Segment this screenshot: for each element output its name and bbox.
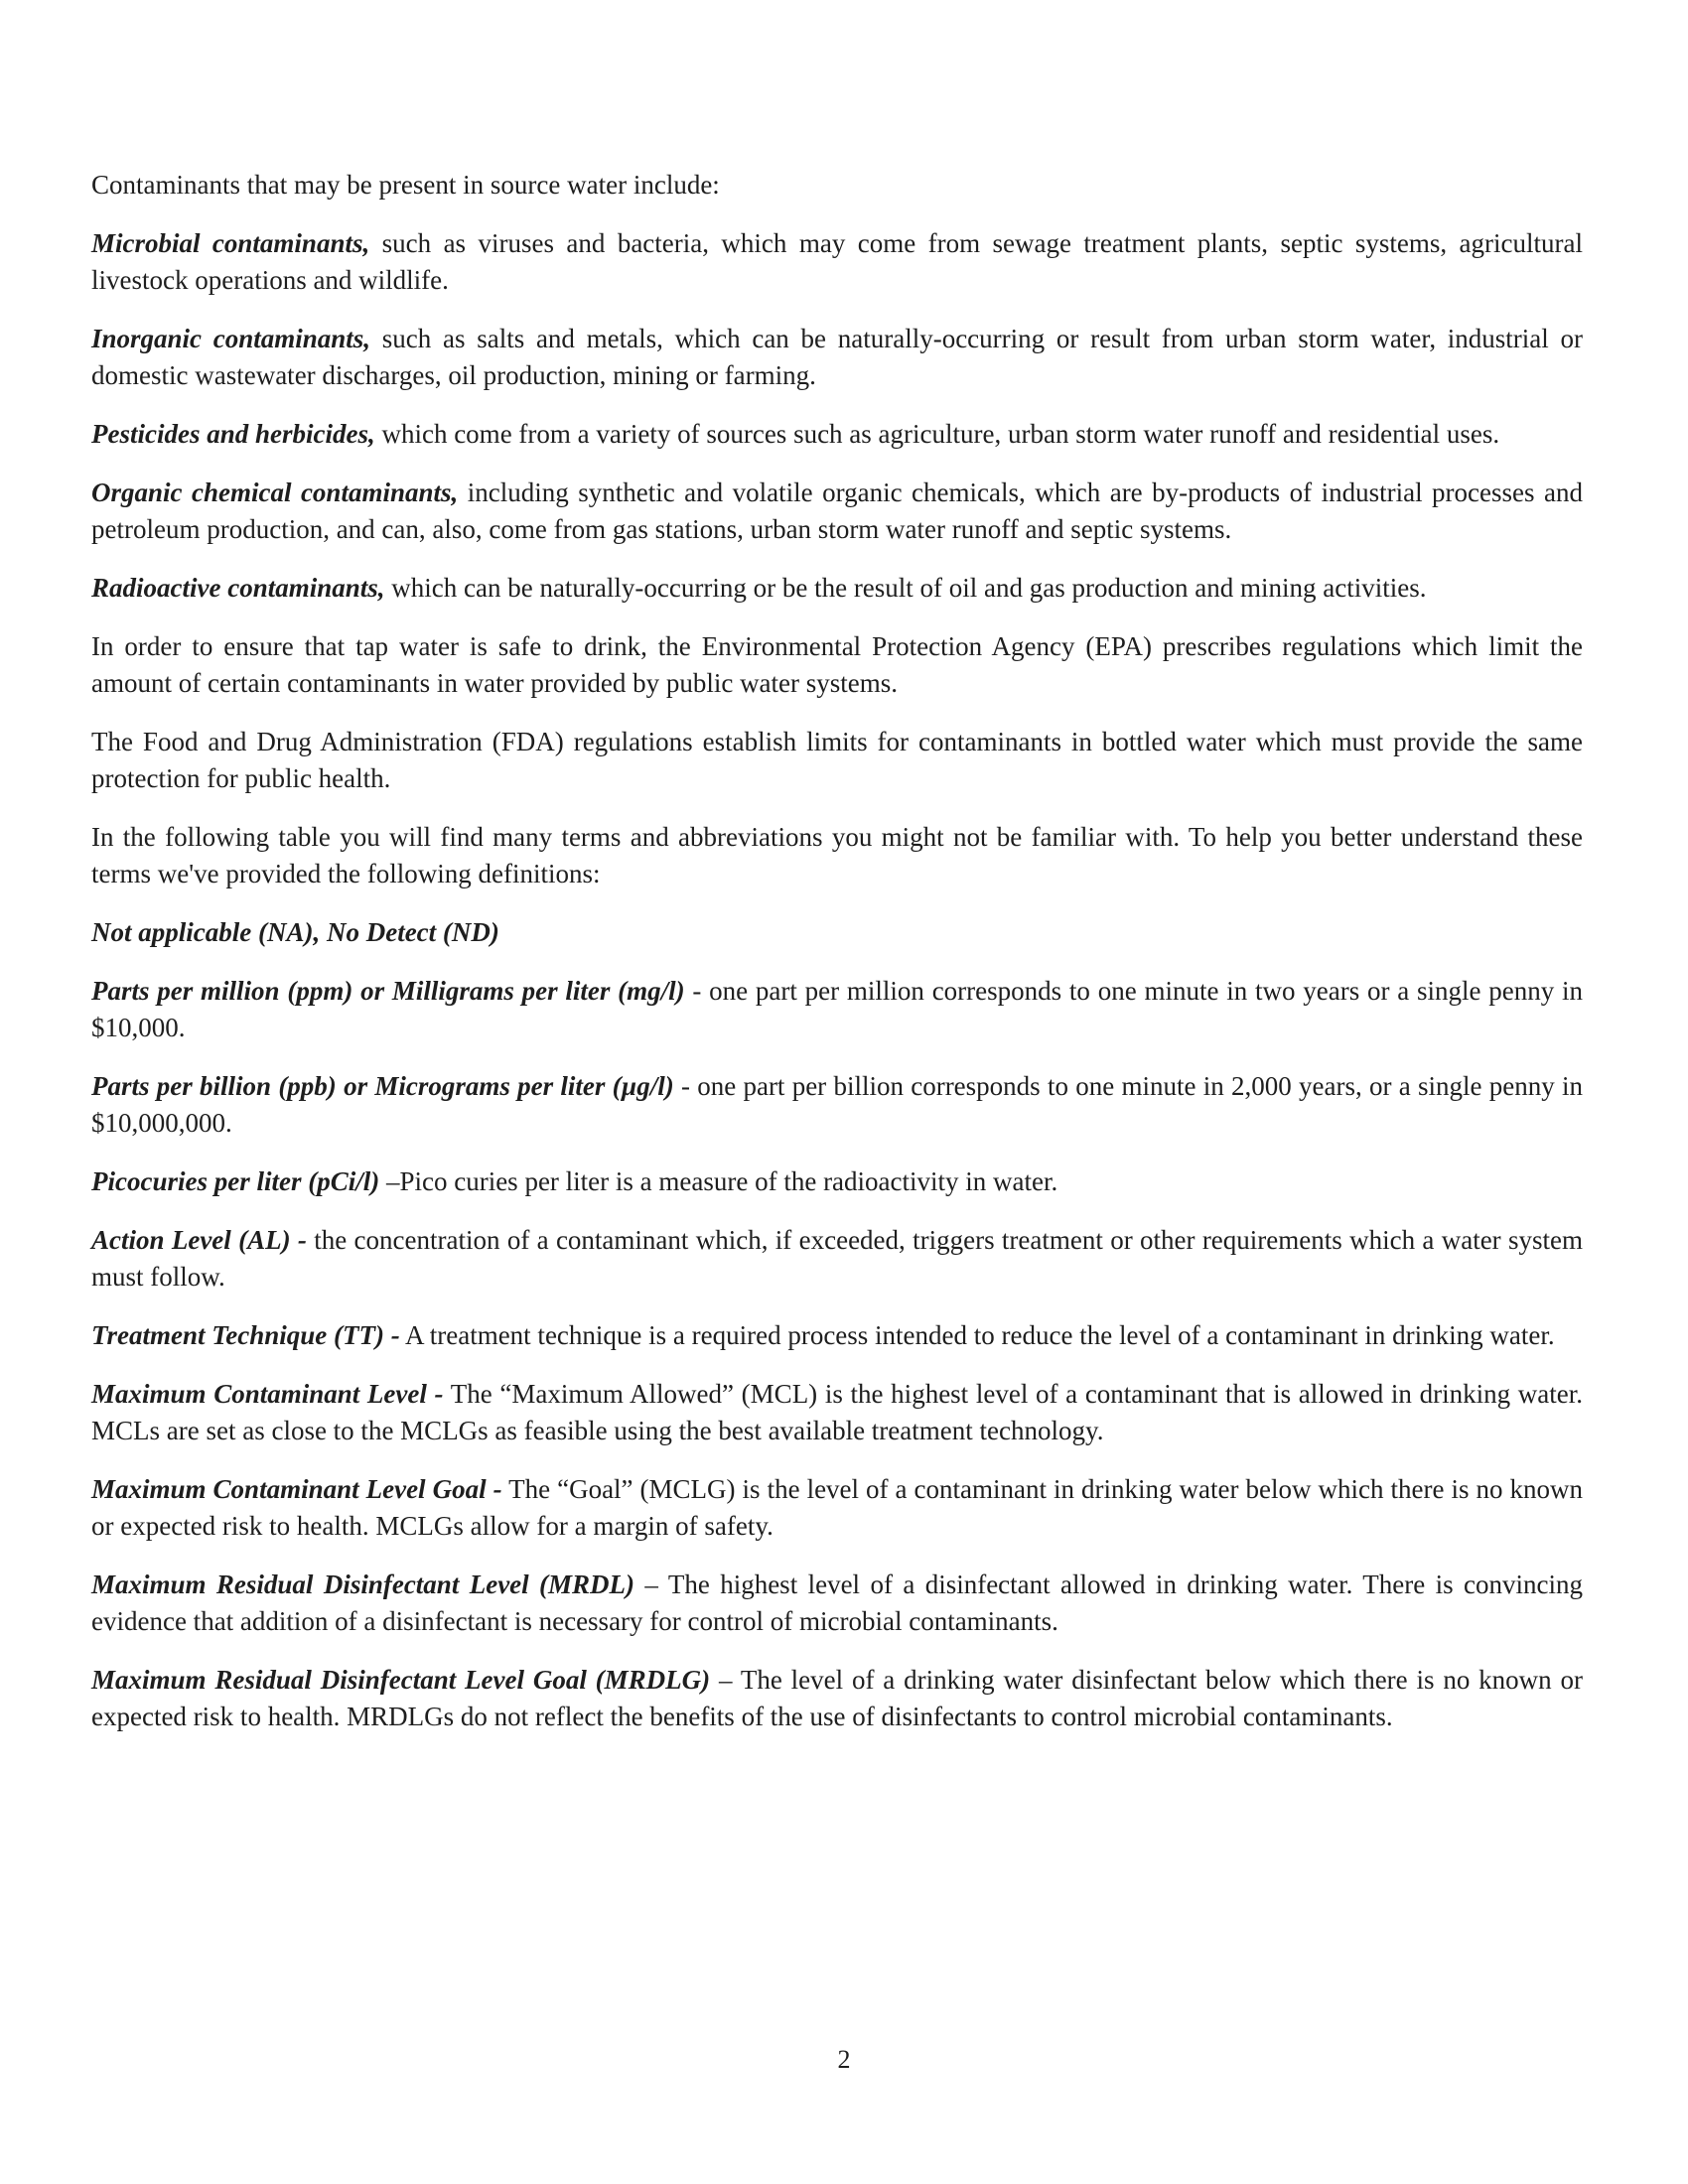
definition-text: The “Maximum Allowed” (MCL) is the highest level of a contaminant that is allowed in drinking water. MCLs are set as close to the MCLGs as feasible using the best available treatment technology.	[91, 1379, 1583, 1445]
definition-ppb	[91, 1068, 1583, 1142]
page-number: 2	[837, 2045, 851, 2074]
contaminant-radioactive	[91, 570, 1583, 607]
contaminant-organic	[91, 475, 1583, 548]
definition-text: –Pico curies per liter is a measure of the radioactivity in water.	[379, 1166, 1058, 1196]
document-page	[91, 167, 1583, 1757]
contaminant-term: Radioactive contaminants,	[91, 573, 385, 603]
definition-action-level	[91, 1222, 1583, 1296]
definition-term: Parts per billion (ppb) or Micrograms per liter (µg/l)	[91, 1071, 674, 1101]
definition-mrdl	[91, 1567, 1583, 1640]
contaminant-term: Microbial contaminants,	[91, 228, 370, 258]
contaminant-description: which can be naturally-occurring or be the result of oil and gas production and mining activities.	[384, 573, 1427, 603]
definition-text: The “Goal” (MCLG) is the level of a contaminant in drinking water below which there is no known or expected risk to health. MCLGs allow for a margin of safety.	[91, 1474, 1584, 1541]
contaminant-description: such as viruses and bacteria, which may come from sewage treatment plants, septic systems, agricultural livestock operations and wildlife.	[91, 228, 1583, 295]
definition-mclg	[91, 1471, 1583, 1545]
na-nd-definition: Not applicable (NA), No Detect (ND)	[91, 917, 499, 947]
definition-term: Maximum Contaminant Level Goal -	[91, 1474, 502, 1504]
definition-term: Treatment Technique (TT) -	[91, 1320, 400, 1350]
definition-term: Picocuries per liter (pCi/l)	[91, 1166, 380, 1196]
contaminant-pesticides	[91, 416, 1583, 453]
contaminant-term: Inorganic contaminants,	[91, 324, 371, 353]
definition-term: Maximum Residual Disinfectant Level Goal (MRDLG)	[91, 1665, 711, 1695]
epa-paragraph: In order to ensure that tap water is safe to drink, the Environmental Protection Agency (EPA) prescribes regulations which limit the amount of certain contaminants in water provided by public water systems.	[91, 631, 1583, 698]
contaminant-inorganic	[91, 321, 1583, 394]
definition-term: Maximum Residual Disinfectant Level (MRDL)	[91, 1570, 635, 1599]
definition-text: - one part per billion corresponds to one minute in 2,000 years, or a single penny in $10,000,000.	[91, 1071, 1583, 1138]
contaminant-microbial	[91, 225, 1583, 299]
intro-text: Contaminants that may be present in source water include:	[91, 170, 720, 200]
definition-text: the concentration of a contaminant which, if exceeded, triggers treatment or other requirements which a water system must follow.	[91, 1225, 1583, 1292]
contaminant-description: which come from a variety of sources such as agriculture, urban storm water runoff and residential uses.	[374, 419, 1500, 449]
contaminant-term: Organic chemical contaminants,	[91, 478, 459, 507]
definition-term: Maximum Contaminant Level -	[91, 1379, 444, 1409]
table-intro-paragraph: In the following table you will find many terms and abbreviations you might not be familiar with. To help you better understand these terms we've provided the following definitions:	[91, 822, 1583, 888]
definition-term: Parts per million (ppm) or Milligrams per liter (mg/l)	[91, 976, 685, 1006]
definition-text: A treatment technique is a required process intended to reduce the level of a contaminant in drinking water.	[399, 1320, 1555, 1350]
contaminant-term: Pesticides and herbicides,	[91, 419, 375, 449]
definition-mrdlg	[91, 1662, 1583, 1735]
definition-treatment-technique	[91, 1317, 1583, 1354]
contaminant-description: such as salts and metals, which can be naturally-occurring or result from urban storm water, industrial or domestic wastewater discharges, oil production, mining or farming.	[91, 324, 1583, 390]
contaminant-description: including synthetic and volatile organic chemicals, which are by-products of industrial processes and petroleum production, and can, also, come from gas stations, urban storm water runoff and septic systems.	[91, 478, 1583, 544]
definition-text: - one part per million corresponds to one minute in two years or a single penny in $10,000.	[91, 976, 1583, 1042]
fda-paragraph: The Food and Drug Administration (FDA) regulations establish limits for contaminants in bottled water which must provide the same protection for public health.	[91, 727, 1583, 793]
definition-ppm	[91, 973, 1583, 1046]
definition-picocuries	[91, 1163, 1583, 1200]
definition-mcl	[91, 1376, 1583, 1449]
definition-term: Action Level (AL) -	[91, 1225, 307, 1255]
definition-text: – The level of a drinking water disinfectant below which there is no known or expected risk to health. MRDLGs do not reflect the benefits of the use of disinfectants to control microbial contaminants.	[91, 1665, 1583, 1731]
definition-text: – The highest level of a disinfectant allowed in drinking water. There is convincing evidence that addition of a disinfectant is necessary for control of microbial contaminants.	[91, 1570, 1583, 1636]
